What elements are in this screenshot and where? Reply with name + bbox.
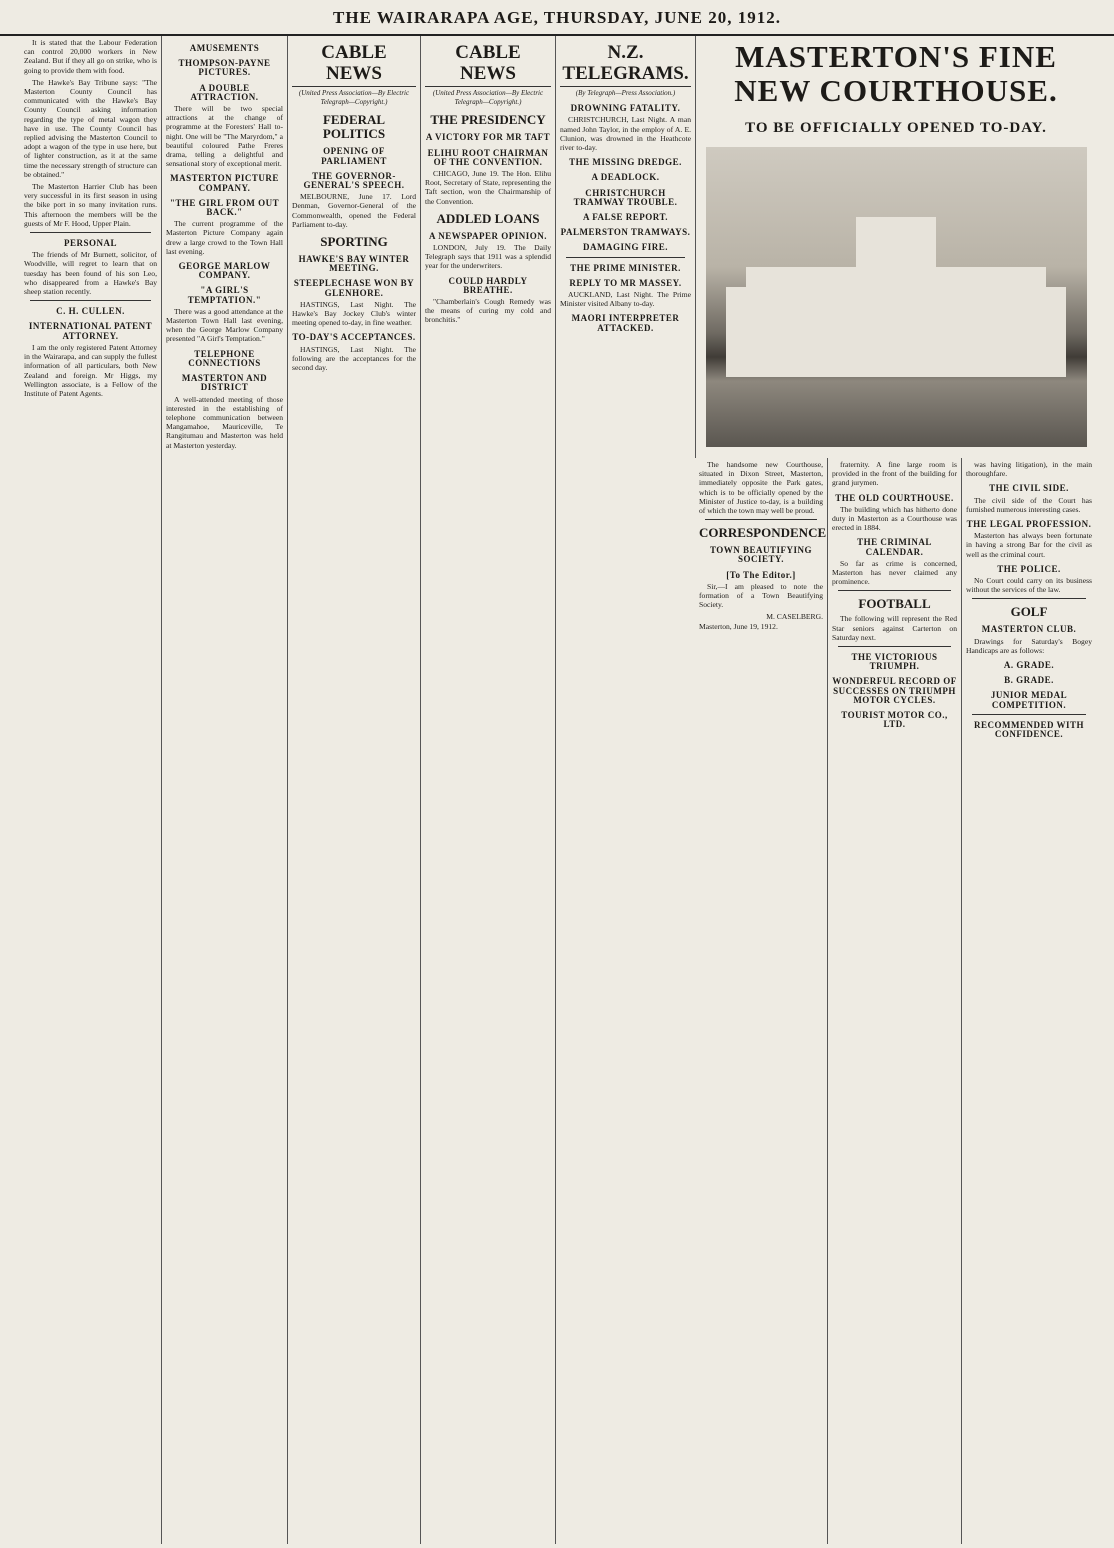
building-wing (726, 287, 750, 377)
paragraph: MELBOURNE, June 17. Lord Denman, Governor-General of the Commonwealth, opened the Federal Parliament to-day. (292, 192, 416, 229)
building-wing (1042, 287, 1066, 377)
article-subheading: "A GIRL'S TEMPTATION." (187, 285, 262, 305)
newspaper-title: THE WAIRARAPA AGE, THURSDAY, JUNE 20, 1912. (333, 8, 781, 27)
paragraph: was having litigation), in the main thoroughfare. (966, 460, 1092, 479)
column-6 (695, 458, 827, 1544)
divider (838, 590, 951, 591)
paragraph: No Court could carry on its business without the services of the law. (966, 576, 1092, 595)
paragraph: The civil side of the Court has furnished numerous interesting cases. (966, 495, 1092, 514)
divider (566, 257, 685, 258)
masthead (0, 0, 1114, 36)
article-subheading: STEEPLECHASE WON BY GLENHORE. (293, 278, 415, 298)
advert-heading: THE VICTORIOUS TRIUMPH. (851, 652, 938, 672)
feature-subtitle: TO BE OFFICIALLY OPENED TO-DAY. (745, 120, 1047, 136)
article-subheading: REPLY TO MR MASSEY. (569, 277, 682, 288)
paragraph: It is stated that the Labour Federation can control 20,000 workers in New Zealand. But if they all go on strike, who is going to provide them with food. (24, 38, 157, 75)
paragraph: CHRISTCHURCH, Last Night. A man named John Taylor, in the employ of A. E. Clunion, was drowned in the Heathcote river to-day. (560, 115, 691, 153)
divider (972, 714, 1086, 715)
paragraph: Drawings for Saturday's Bogey Handicaps are as follows: (966, 636, 1092, 655)
paragraph: There was a good attendance at the Masterton Town Hall last evening, when the George Marlow Company presented "A Girl's Temptation." (166, 306, 283, 344)
building-facade (746, 267, 1046, 377)
article-heading: DROWNING FATALITY. (570, 103, 681, 114)
advert-heading: C. H. CULLEN. (56, 306, 125, 317)
cable-news-banner: CABLE NEWS (292, 42, 416, 87)
press-credit: (United Press Association—By Electric Telegraph—Copyright.) (298, 89, 410, 107)
article-subheading: MASTERTON AND DISTRICT (181, 373, 268, 393)
article-subheading: A NEWSPAPER OPINION. (428, 230, 548, 241)
paragraph: I am the only registered Patent Attorney in the Wairarapa, and can supply the fullest information of all particulars, both New Zealand and foreign. Mr Higgs, my Wellington associate, is a Fellow of the Institute of Patent Agents. (24, 342, 157, 398)
article-subheading: OPENING OF PARLIAMENT (321, 146, 387, 166)
article-heading: CHRISTCHURCH TRAMWAY TROUBLE. (573, 187, 678, 207)
article-heading: THE CIVIL SIDE. (989, 483, 1069, 494)
article-heading: DAMAGING FIRE. (583, 242, 668, 253)
paragraph: fraternity. A fine large room is provided in the front of the building for grand jurymen. (832, 460, 957, 488)
paragraph: Masterton has always been fortunate in having a strong Bar for the civil as well as the criminal court. (966, 531, 1092, 559)
paragraph: The friends of Mr Burnett, solicitor, of Woodville, will regret to learn that on tuesday has been found of his son Leo, who disappeared from a Hawke's Bay sheep station recently. (24, 250, 157, 297)
advert-heading: RECOMMENDED WITH CONFIDENCE. (973, 719, 1085, 740)
paragraph: Sir,—I am pleased to note the formation of a Town Beautifying Society. (699, 581, 823, 610)
article-heading: GEORGE MARLOW COMPANY. (178, 261, 271, 281)
divider (838, 646, 951, 647)
article-heading: THE MISSING DREDGE. (569, 157, 682, 168)
article-subheading: ELIHU ROOT CHAIRMAN OF THE CONVENTION. (427, 147, 549, 167)
paragraph: "Chamberlain's Cough Remedy was the means of curing my cold and bronchitis." (425, 297, 551, 325)
article-heading: MASTERTON CLUB. (981, 624, 1077, 635)
courthouse-photo (706, 147, 1087, 447)
article-subheading: HAWKE'S BAY WINTER MEETING. (298, 254, 410, 274)
paragraph: The Masterton Harrier Club has been very successful in its first season in using the bike port in so many invitation runs. This afternoon the members will be the guests of Mr F. Hood, Upper Plain. (24, 182, 157, 228)
article-subheading: THE GOVERNOR-GENERAL'S SPEECH. (303, 170, 405, 191)
column-3 (287, 36, 420, 1544)
column-4 (420, 36, 555, 1544)
column-1 (20, 36, 161, 1544)
article-heading: TOWN BEAUTIFYING SOCIETY. (709, 545, 813, 565)
paragraph: HASTINGS, Last Night. The Hawke's Bay Jockey Club's winter meeting opened to-day, in fine weather. (292, 299, 416, 328)
article-headline: ADDLED LOANS (436, 210, 540, 226)
article-heading: A FALSE REPORT. (582, 212, 669, 223)
paragraph: The current programme of the Masterton Picture Company again drew a large crowd to the Town Hall last evening. (166, 219, 283, 256)
article-heading: MAORI INTERPRETER ATTACKED. (571, 313, 680, 333)
article-heading: THE OLD COURTHOUSE. (835, 492, 954, 503)
divider (705, 519, 817, 520)
letter-date: Masterton, June 19, 1912. (699, 621, 778, 631)
feature-article-header (695, 36, 1096, 458)
paragraph: There will be two special attractions at the change of programme at the Foresters' Hall to-night. One will be "The Maryrdom," a beautiful coloured Pathe Freres drama, telling a delightful and sensational story of exceptional merit. (166, 104, 283, 169)
cable-news-banner: CABLE NEWS (425, 42, 551, 87)
section-headline: CORRESPONDENCE (699, 525, 827, 541)
article-heading: TO-DAY'S ACCEPTANCES. (292, 332, 416, 343)
section-headline: GOLF (1010, 604, 1048, 620)
column-2 (161, 36, 287, 1544)
article-heading: THE LEGAL PROFESSION. (966, 519, 1092, 530)
article-heading: THE POLICE. (997, 563, 1061, 574)
building-pediment (856, 217, 936, 272)
column-7 (827, 458, 961, 1544)
press-credit: (United Press Association—By Electric Telegraph—Copyright.) (432, 89, 544, 107)
paragraph: The handsome new Courthouse, situated in Dixon Street, Masterton, immediately opposite the Park gates, which is to be officially opened by the Minister of Justice to-day, is a building of which the town may well be proud. (699, 460, 823, 516)
grade-heading: A. GRADE. (1003, 660, 1055, 671)
paragraph: AUCKLAND, Last Night. The Prime Minister visited Albany to-day. (560, 290, 691, 309)
article-heading: MASTERTON PICTURE COMPANY. (170, 173, 279, 193)
article-heading: PALMERSTON TRAMWAYS. (560, 227, 691, 238)
article-headline: THE PRESIDENCY (430, 112, 546, 128)
feature-title: MASTERTON'S FINE NEW COURTHOUSE. (734, 39, 1058, 108)
paragraph: A well-attended meeting of those interested in the establishing of telephone communication between Mangamahoe, Mauriceville, Te Rangitumau and Masterton was held at Masterton yesterday. (166, 394, 283, 450)
paragraph: The following will represent the Red Star seniors against Carterton on Saturday next. (832, 614, 957, 642)
paragraph: The Hawke's Bay Tribune says: "The Masterton County Council has communicated with the Hawke's Bay County Council asking information regarding the type of metal wagon they have in use. The County Council has replied advising the Masterton Council to adopt a wagon of the type in use here, but of lighter construction, as it at the same time the necessary strength of structure can be obtained." (24, 77, 157, 179)
article-subheading: A VICTORY FOR MR TAFT (425, 132, 551, 143)
advert-subheading: INTERNATIONAL PATENT ATTORNEY. (28, 321, 153, 341)
paragraph: LONDON, July 19. The Daily Telegraph says that 1911 was a splendid year for the underwriters. (425, 243, 551, 271)
article-heading: THE CRIMINAL CALENDAR. (857, 537, 932, 557)
divider (30, 300, 151, 301)
article-heading: COULD HARDLY BREATHE. (448, 275, 528, 295)
article-subheading: "THE GIRL FROM OUT BACK." (169, 197, 280, 218)
section-heading: PERSONAL (63, 238, 117, 249)
grade-heading: B. GRADE. (1004, 675, 1054, 686)
paragraph: The building which has hitherto done duty in Masterton as a Courthouse was erected in 1884. (832, 504, 957, 533)
article-headline: FEDERAL POLITICS (322, 112, 386, 142)
column-5 (555, 36, 695, 1544)
section-headline: FOOTBALL (858, 596, 931, 612)
telegrams-banner: N.Z. TELEGRAMS. (560, 42, 691, 87)
advert-company: TOURIST MOTOR CO., LTD. (841, 710, 948, 730)
section-heading: AMUSEMENTS (189, 43, 260, 53)
column-8 (961, 458, 1096, 1544)
advert-subheading: WONDERFUL RECORD OF SUCCESSES ON TRIUMPH MOTOR CYCLES. (832, 676, 957, 705)
article-headline: SPORTING (320, 234, 388, 250)
divider (30, 232, 151, 233)
article-subheading: [To The Editor.] (726, 569, 796, 580)
paragraph: So far as crime is concerned, Masterton has never claimed any prominence. (832, 558, 957, 587)
article-heading: THOMPSON-PAYNE PICTURES. (178, 58, 271, 78)
article-heading: TELEPHONE CONNECTIONS (188, 348, 261, 368)
signature: M. CASELBERG. (766, 612, 823, 622)
article-heading: A DEADLOCK. (591, 172, 660, 183)
divider (972, 598, 1086, 599)
paragraph: HASTINGS, Last Night. The following are the acceptances for the second day. (292, 344, 416, 373)
press-credit: (By Telegraph—Press Association.) (575, 89, 676, 97)
article-heading: JUNIOR MEDAL COMPETITION. (990, 690, 1068, 710)
article-subheading: A DOUBLE ATTRACTION. (190, 82, 259, 102)
paragraph: CHICAGO, June 19. The Hon. Elihu Root, Secretary of State, representing the Taft section, won the Chairmanship of the Convention. (425, 169, 551, 206)
article-heading: THE PRIME MINISTER. (570, 262, 681, 273)
